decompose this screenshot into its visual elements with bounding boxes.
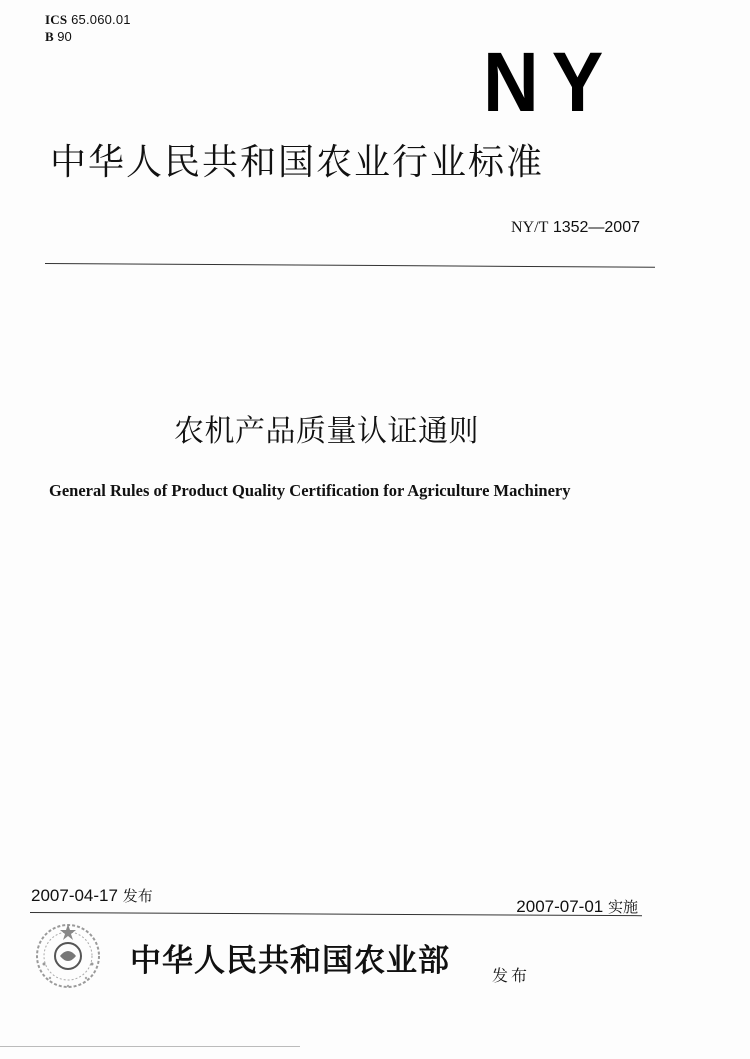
ics-classification <box>45 12 131 28</box>
ccs-classification <box>45 29 72 45</box>
standard-title: 中华人民共和国农业行业标准 <box>50 142 545 183</box>
issuer-name: 中华人民共和国农业部 <box>130 943 450 979</box>
implementation-date-label: 实施 <box>607 898 638 916</box>
scan-edge-line <box>0 1046 300 1047</box>
standard-code-prefix: NY/T <box>511 219 549 236</box>
implementation-date-value: 2007-07-01 <box>516 897 604 916</box>
standard-code <box>511 218 640 238</box>
ics-code: 65.060.01 <box>71 12 131 27</box>
issuer-action: 发布 <box>492 966 531 985</box>
ics-label: ICS <box>45 12 68 27</box>
ny-logo: NY <box>483 35 617 129</box>
issue-date <box>31 885 153 907</box>
ccs-label: B <box>45 29 54 44</box>
document-title-en: General Rules of Product Quality Certification for Agriculture Machinery <box>49 481 571 500</box>
document-title-cn: 农机产品质量认证通则 <box>174 414 479 449</box>
issue-date-value: 2007-04-17 <box>31 886 118 905</box>
issuer-seal-icon <box>30 918 106 994</box>
issue-date-label: 发布 <box>122 887 153 905</box>
top-divider <box>45 263 655 268</box>
ccs-code: 90 <box>57 29 72 44</box>
standard-code-number: 1352—2007 <box>552 219 640 236</box>
